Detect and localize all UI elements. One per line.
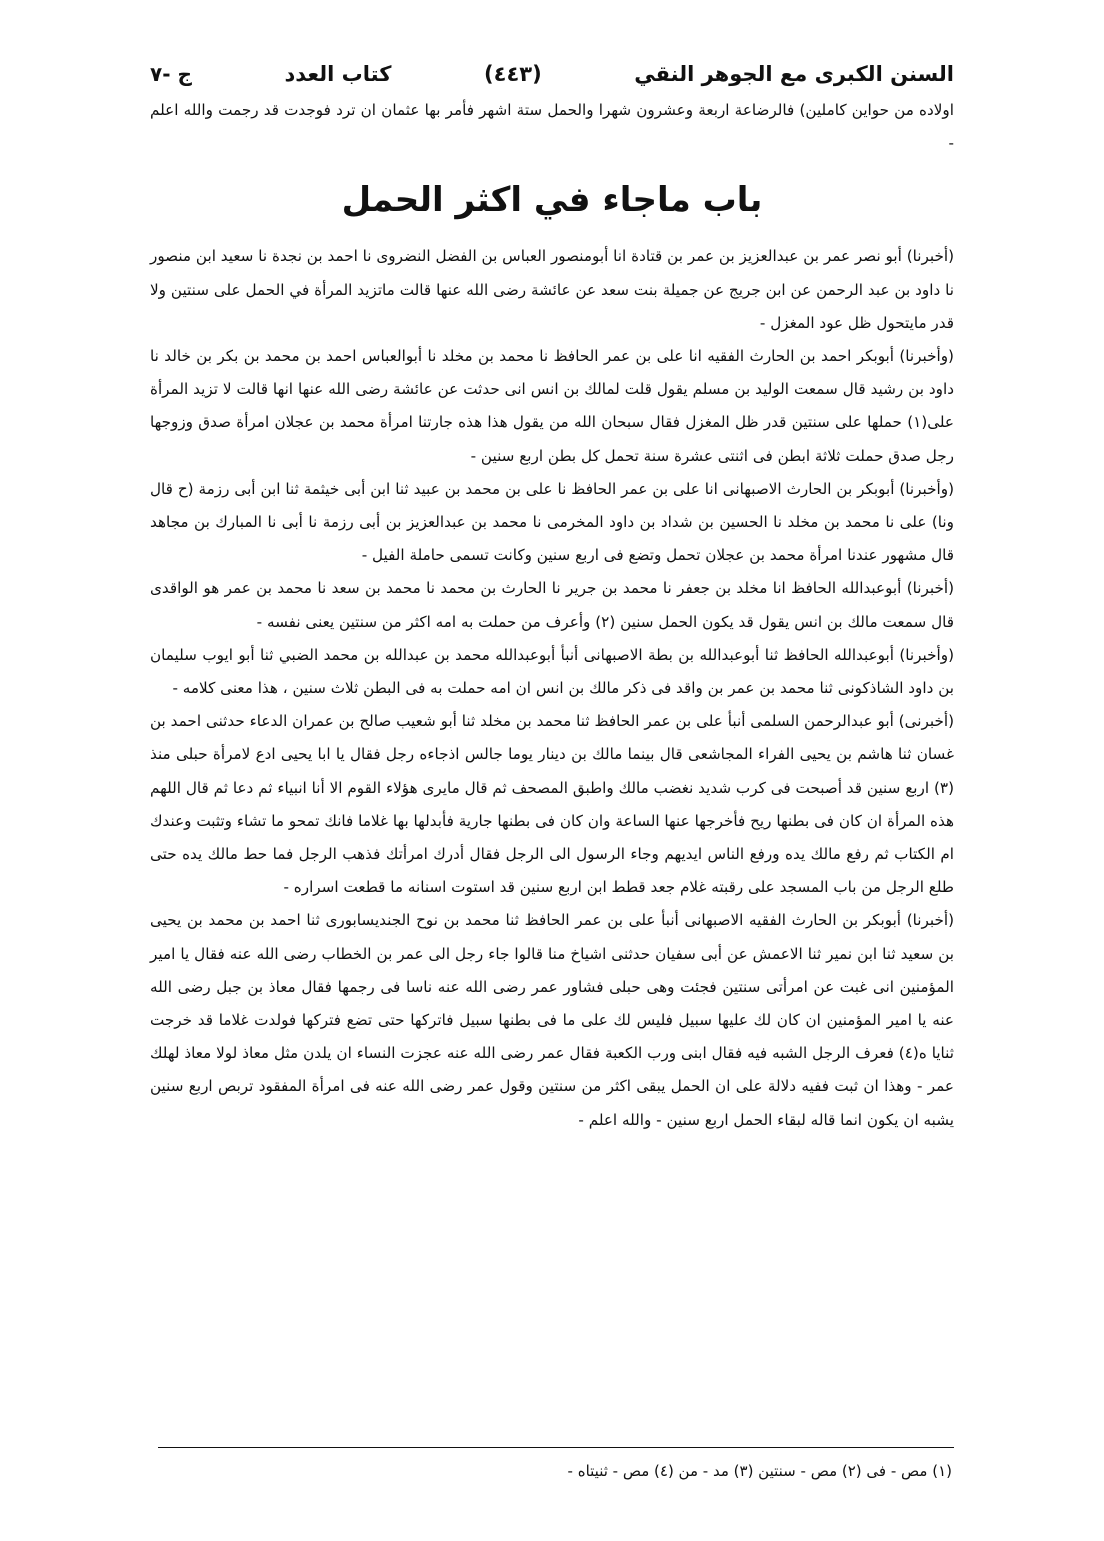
chapter-title: باب ماجاء في اكثر الحمل [341, 180, 763, 221]
footnote-divider [158, 1447, 954, 1448]
book-title: السنن الكبرى مع الجوهر النقي [634, 62, 954, 86]
hadith-paragraph: (وأخبرنا) أبوعبدالله الحافظ ثنا أبوعبدالله بن بطة الاصبهانى أنبأ أبوعبدالله محمد بن عبدالله بن محمد الضبي ثنا أبو ايوب سليمان بن داود الشاذكونى ثنا محمد بن عمر بن واقد فى ذكر مالك بن انس ان امه حملت به فى البطن ثلاث سنين ، هذا معنى كلامه - [150, 645, 954, 698]
footnotes: (١) مص - فى (٢) مص - سنتين (٣) مد - من (٤) مص - ثنيتاه - [567, 1462, 952, 1480]
hadith-paragraph: (أخبرنى) أبو عبدالرحمن السلمى أنبأ على بن عمر الحافظ ثنا محمد بن مخلد ثنا أبو شعيب صالح بن عمران الدعاء حدثنى احمد بن غسان ثنا هاشم بن يحيى الفراء المجاشعى قال بينما مالك بن دينار يوما جالس اذجاءه رجل فقال يا ابا يحيى ادع لامرأة حبلى منذ (٣) اربع سنين قد أصبحت فى كرب شديد نغضب مالك واطبق المصحف ثم قال مايرى هؤلاء القوم الا أنا انبياء ثم دعا ثم قال اللهم هذه المرأة ان كان فى بطنها ريح فأخرجها عنها الساعة وان كان فى بطنها جارية فأبدلها بها غلاما فانك تمحو ما تشاء وتثبت وعندك ام الكتاب ثم رفع مالك يده ورفع الناس ايديهم وجاء الرسول الى الرجل فقال أدرك امرأتك فذهب الرجل فما حط مالك يده حتى طلع الرجل من باب المسجد على رقبته غلام جعد قطط ابن اربع سنين قد استوت اسنانه ما قطعت اسراره - [150, 712, 954, 897]
page-number: (٤٤٣) [484, 62, 542, 86]
page-content [150, 54, 954, 1137]
volume-number: ج -٧ [150, 62, 192, 86]
section-title: كتاب العدد [284, 62, 392, 86]
hadith-paragraph: (وأخبرنا) أبوبكر احمد بن الحارث الفقيه انا على بن عمر الحافظ نا محمد بن مخلد نا أبوالعباس احمد بن محمد بن بكر بن خالد نا داود بن رشيد قال سمعت الوليد بن مسلم يقول قلت لمالك بن انس انى حدثت عن عائشة رضى الله عنها انها قالت لا تزيد المرأة على(١) حملها على سنتين قدر ظل المغزل فقال سبحان الله من يقول هذا هذه جارتنا امرأة محمد بن عجلان امرأة صدق وزوجها رجل صدق حملت ثلاثة ابطن فى اثنتى عشرة سنة تحمل كل بطن اربع سنين - [150, 347, 954, 465]
hadith-paragraph: (أخبرنا) أبوبكر بن الحارث الفقيه الاصبهانى أنبأ على بن عمر الحافظ ثنا محمد بن نوح الجنديسابورى ثنا احمد بن محمد بن يحيى بن سعيد ثنا ابن نمير ثنا الاعمش عن أبى سفيان حدثنى اشياخ منا قالوا جاء رجل الى عمر بن الخطاب رضى الله عنه فقال يا امير المؤمنين انى غبت عن امرأتى سنتين فجئت وهى حبلى فشاور عمر رضى الله عنه ناسا فى رجمها فقال معاذ بن جبل رضى الله عنه يا امير المؤمنين ان كان لك عليها سبيل فليس لك على ما فى بطنها سبيل فاتركها حتى تضع فتركها فولدت غلاما قد خرجت ثنايا ه(٤) فعرف الرجل الشبه فيه فقال ابنى ورب الكعبة فقال عمر رضى الله عنه عجزت النساء ان يلدن مثل معاذ لولا معاذ لهلك عمر - وهذا ان ثبت ففيه دلالة على ان الحمل يبقى اكثر من سنتين وقول عمر رضى الله عنه فى امرأة المفقود تربص اربع سنين يشبه ان يكون انما قاله لبقاء الحمل اربع سنين - والله اعلم - [150, 911, 954, 1129]
carryover-paragraph: اولاده من حواين كاملين) فالرضاعة اربعة وعشرون شهرا والحمل ستة اشهر فأمر بها عثمان ان ترد فوجدت قد رجمت والله اعلم - [150, 101, 954, 153]
running-head [150, 54, 954, 94]
hadith-paragraph: (أخبرنا) أبو نصر عمر بن عبدالعزيز بن عمر بن قتادة انا أبومنصور العباس بن الفضل النضروى نا احمد بن نجدة نا سعيد ابن منصور نا داود بن عبد الرحمن عن ابن جريج عن جميلة بنت سعد عن عائشة رضى الله عنها قالت ماتزيد المرأة في الحمل على سنتين ولا قدر مايتحول ظل عود المغزل - [150, 247, 954, 332]
main-text [150, 240, 954, 1136]
hadith-paragraph: (أخبرنا) أبوعبدالله الحافظ انا مخلد بن جعفر نا محمد بن جرير نا الحارث بن محمد نا محمد بن سعد نا محمد بن عمر هو الواقدى قال سمعت مالك بن انس يقول قد يكون الحمل سنين (٢) وأعرف من حملت به امه اكثر من سنتين يعنى نفسه - [150, 579, 954, 631]
hadith-paragraph: (وأخبرنا) أبوبكر بن الحارث الاصبهانى انا على بن عمر الحافظ نا على بن محمد بن عبيد ثنا ابن أبى خيثمة ثنا ابن أبى رزمة (ح قال ونا) على نا محمد بن مخلد نا الحسين بن شداد بن داود المخرمى نا محمد بن عبدالعزيز بن أبى رزمة نا أبى نا المبارك بن مجاهد قال مشهور عندنا امرأة محمد بن عجلان تحمل وتضع فى اربع سنين وكانت تسمى حاملة الفيل - [150, 479, 954, 565]
